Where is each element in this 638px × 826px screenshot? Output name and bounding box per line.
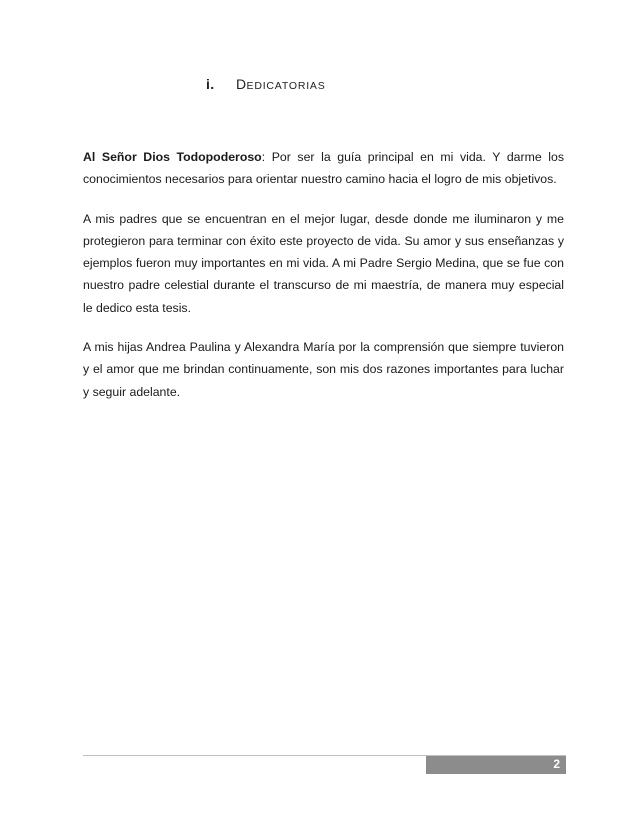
page-number-box: [426, 756, 566, 774]
section-title-rest: EDICATORIAS: [246, 80, 326, 92]
paragraph-1-text: : Por ser la guía principal en mi vida. Y darme los conocimientos necesarios para orientar nuestro camino hacia el logro de mis objetivos.: [83, 150, 564, 187]
page-number: 2: [553, 757, 560, 771]
paragraph-2-text: A mis padres que se encuentran en el mejor lugar, desde donde me iluminaron y me protegieron para terminar con éxito este proyecto de vida. Su amor y sus enseñanzas y ejemplos fueron muy importantes en mi vida. A mi Padre Sergio Medina, que se fue con nuestro padre celestial durante el transcurso de mi maestría, de manera muy especial le dedico esta tesis.: [83, 211, 564, 315]
section-title-initial: D: [236, 76, 247, 92]
paragraph-2: [83, 208, 564, 319]
section-number: i.: [206, 76, 215, 92]
dedication-body: [83, 146, 564, 420]
section-heading: [206, 76, 326, 92]
paragraph-3-text: A mis hijas Andrea Paulina y Alexandra María por la comprensión que siempre tuvieron y el amor que me brindan continuamente, son mis dos razones importantes para luchar y seguir adelante.: [83, 340, 564, 399]
paragraph-1-lead: Al Señor Dios Todopoderoso: [83, 150, 262, 164]
paragraph-3: [83, 336, 564, 403]
paragraph-1: [83, 146, 564, 191]
